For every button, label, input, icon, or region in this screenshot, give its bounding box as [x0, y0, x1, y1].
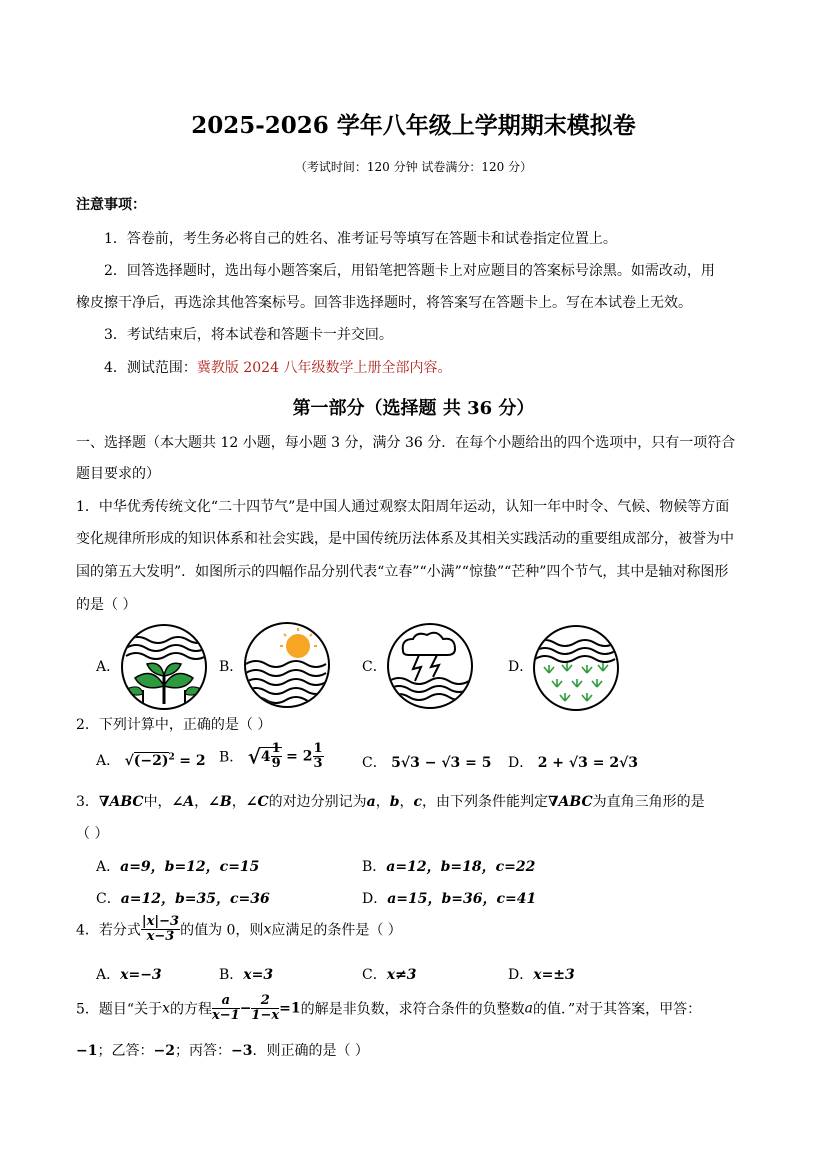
q5-text: 的方程 — [169, 1001, 212, 1018]
q4-d-label: D． — [508, 967, 534, 983]
sun-waves-icon — [246, 624, 328, 706]
q4-c-expr: x≠3 — [386, 967, 417, 983]
q5-answer-yi: −2 — [153, 1043, 175, 1059]
q3-angle-b: ∠B — [208, 794, 232, 810]
sqrt-icon: √ — [247, 744, 261, 769]
q5-text: ；丙答： — [174, 1043, 231, 1059]
q3-text: ，由下列条件能判定 — [422, 794, 549, 810]
q2-c-expr: 5√3 − √3 = 5 — [391, 755, 492, 771]
q5-text: ．则正确的是（ ） — [252, 1043, 369, 1059]
q3-sep: ， — [375, 794, 390, 810]
q4-stem — [76, 915, 402, 944]
q4-option-d — [508, 964, 575, 984]
q2-a-rhs: = 2 — [179, 753, 206, 769]
q4-option-b — [219, 964, 273, 984]
q5-stem-line-1 — [76, 994, 701, 1023]
q2-d-label: D． — [508, 755, 534, 771]
q3-sep: ， — [194, 794, 209, 810]
q3-option-c — [96, 888, 270, 908]
q5-frac1-num: a — [212, 994, 240, 1009]
q5-eq: =1 — [279, 1000, 301, 1017]
q3-triangle: ∇ABC — [548, 794, 593, 810]
q4-a-expr: x=−3 — [120, 967, 162, 983]
q4-b-expr: x=3 — [243, 967, 274, 983]
note-2-line-2: 橡皮擦干净后，再选涂其他答案标号。回答非选择题时，将答案写在答题卡上。写在本试卷上无效。 — [76, 295, 692, 311]
q3-c-expr: a=12，b=35，c=36 — [120, 891, 270, 907]
q2-option-d — [508, 752, 638, 772]
q4-text: 应满足的条件是（ ） — [271, 922, 402, 939]
q3-triangle: ∇ABC — [98, 794, 144, 810]
q2-a-exponent: 2 — [168, 752, 175, 763]
q2-b-den: 9 — [271, 756, 281, 771]
q3-option-a — [96, 856, 259, 876]
q2-b-label: B． — [219, 749, 244, 766]
note-1: 1．答卷前，考生务必将自己的姓名、准考证号等填写在答题卡和试卷指定位置上。 — [104, 231, 617, 247]
q5-frac2-den: 1−x — [251, 1008, 280, 1023]
q3-option-d — [362, 888, 536, 908]
q3-a-expr: a=9，b=12，c=15 — [120, 859, 260, 875]
q3-d-expr: a=15，b=36，c=41 — [387, 891, 537, 907]
q1-option-d-image — [533, 625, 619, 711]
q2-a-radicand: (−2) — [133, 753, 169, 769]
q4-a-label: A． — [96, 967, 121, 983]
q3-c-label: C． — [96, 891, 121, 907]
q4-numerator: |x|−3 — [141, 914, 180, 929]
q4-c-label: C． — [362, 967, 387, 983]
q2-b-whole: 4 — [260, 748, 271, 765]
q4-b-label: B． — [219, 967, 244, 983]
q2-option-b — [219, 742, 324, 771]
q4-text: 的值为 0，则 — [180, 922, 264, 939]
q3-d-label: D． — [362, 891, 388, 907]
exam-info: （考试时间：120 分钟 试卷满分：120 分） — [294, 160, 533, 174]
q1-line-2: 变化规律所形成的知识体系和社会实践，是中国传统历法体系及其相关实践活动的重要组成部分，被誉为中 — [76, 531, 734, 547]
q2-b-num: 1 — [271, 741, 281, 756]
q4-option-a — [96, 964, 162, 984]
section-title: 第一部分（选择题 共 36 分） — [292, 398, 535, 419]
q2-a-label: A． — [96, 753, 121, 769]
q1-line-4: 的是（ ） — [76, 597, 137, 613]
q2-stem: 2．下列计算中，正确的是（ ） — [76, 717, 272, 733]
q2-b-num2: 1 — [313, 741, 323, 756]
q1-option-b-image — [244, 622, 330, 708]
q5-text: 的值．”对于其答案，甲答： — [532, 1001, 702, 1018]
note-2-line-1: 2．回答选择题时，选出每小题答案后，用铅笔把答题卡上对应题目的答案标号涂黑。如需改动，用 — [104, 263, 715, 279]
section-intro-line-1: 一、选择题（本大题共 12 小题，每小题 3 分，满分 36 分．在每个小题给出的四个选项中，只有一项符合 — [76, 435, 736, 451]
sprout-waves-icon — [123, 626, 205, 708]
q4-denominator: x−3 — [146, 929, 175, 944]
q5-minus: − — [239, 1000, 252, 1017]
q3-angle-a: ∠A — [171, 794, 195, 810]
grain-waves-icon — [535, 627, 617, 709]
note-4-scope: 冀教版 2024 八年级数学上册全部内容。 — [196, 360, 452, 376]
q5-text: ；乙答： — [97, 1043, 154, 1059]
q4-d-expr: x=±3 — [533, 967, 575, 983]
q5-frac1-den: x−1 — [211, 1008, 240, 1023]
q3-sep: ， — [231, 794, 246, 810]
section-intro-line-2: 题目要求的） — [76, 466, 160, 482]
q3-text: 的对边分别记为 — [268, 794, 367, 810]
sqrt-icon: √ — [124, 753, 134, 769]
q2-option-c — [362, 752, 492, 772]
q2-d-expr: 2 + √3 = 2√3 — [537, 755, 639, 771]
q5-var: x — [162, 1000, 170, 1017]
q1-option-c-image — [387, 623, 473, 709]
q3-sep: ， — [399, 794, 414, 810]
q5-var: a — [524, 1000, 533, 1017]
q1-option-d-label: D． — [508, 659, 534, 675]
q1-line-3: 国的第五大发明”．如图所示的四幅作品分别代表“立春”“小满”“惊蛰”“芒种”四个节气，其中是轴对称图形 — [76, 564, 729, 580]
q5-text: 的解是非负数，求符合条件的负整数 — [300, 1001, 525, 1018]
q1-option-a-label: A． — [96, 659, 121, 675]
q5-answer-jia: −1 — [76, 1043, 98, 1059]
q3-b-label: B． — [362, 859, 387, 875]
q1-option-b-label: B． — [219, 659, 244, 675]
q5-stem-line-2 — [76, 1040, 369, 1060]
q3-number: 3． — [76, 794, 99, 810]
q3-var-c: c — [413, 794, 423, 810]
q5-answer-bing: −3 — [230, 1043, 253, 1059]
q2-b-eq: = 2 — [286, 748, 313, 765]
q1-option-c-label: C． — [362, 659, 387, 675]
thunder-cloud-icon — [389, 625, 471, 707]
note-4-prefix: 4．测试范围： — [104, 360, 197, 376]
q3-a-label: A． — [96, 859, 121, 875]
note-3: 3．考试结束后，将本试卷和答题卡一并交回。 — [104, 327, 393, 343]
q3-var-a: a — [366, 794, 376, 810]
page-title: 2025-2026 学年八年级上学期期末模拟卷 — [191, 112, 636, 139]
q5-frac2-num: 2 — [251, 994, 279, 1009]
q3-angle-c: ∠C — [245, 794, 269, 810]
q3-b-expr: a=12，b=18，c=22 — [386, 859, 536, 875]
q2-option-a — [96, 750, 206, 770]
q3-option-b — [362, 856, 535, 876]
q2-b-den2: 3 — [313, 756, 323, 771]
q3-text: 为直角三角形的是 — [592, 794, 705, 810]
q3-var-b: b — [389, 794, 400, 810]
q4-var: x — [263, 921, 272, 938]
q3-text: 中， — [143, 794, 172, 810]
q1-option-a-image — [121, 624, 207, 710]
q5-text: 5．题目“关于 — [76, 1001, 163, 1018]
q4-text: 4．若分式 — [76, 922, 141, 939]
note-4 — [104, 357, 451, 377]
q3-stem-line-1 — [76, 791, 705, 811]
q4-option-c — [362, 964, 417, 984]
q3-stem-line-2: （ ） — [76, 826, 109, 842]
q1-line-1: 1．中华优秀传统文化“二十四节气”是中国人通过观察太阳周年运动，认知一年中时令、气候、物候等方面 — [76, 499, 730, 515]
notes-heading: 注意事项： — [76, 197, 146, 213]
q2-c-label: C． — [362, 755, 387, 771]
